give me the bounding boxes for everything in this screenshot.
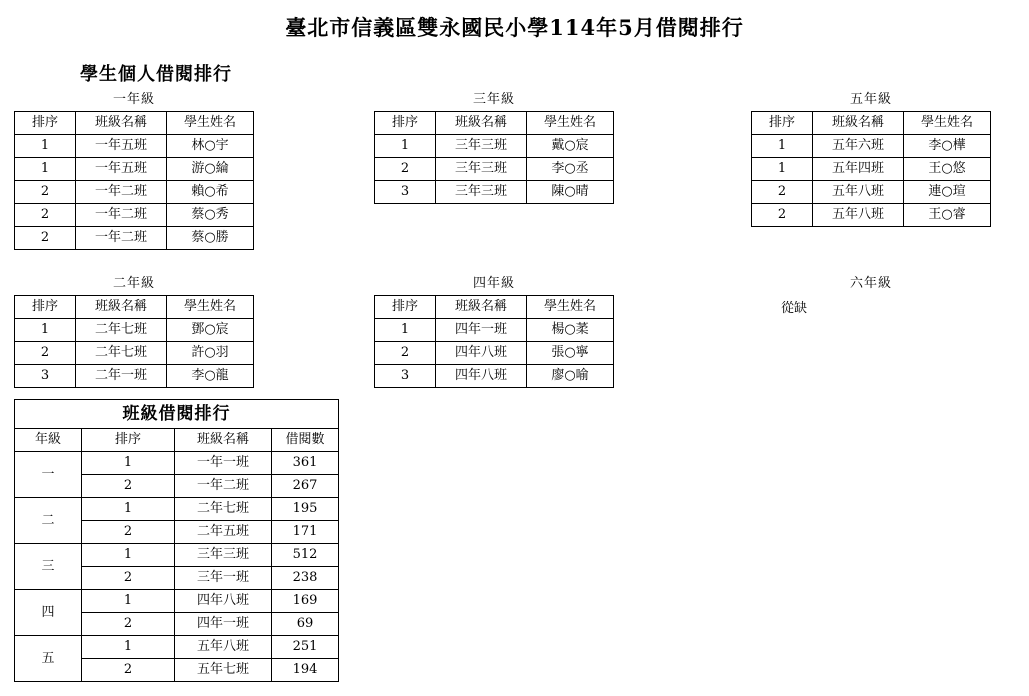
student-table-grade-4 xyxy=(374,272,614,388)
cell-class: 二年七班 xyxy=(76,342,167,365)
header-rank: 排序 xyxy=(15,296,76,319)
cell-rank: 1 xyxy=(752,135,813,158)
cell-rank: 2 xyxy=(82,521,175,544)
cell-student: 林○宇 xyxy=(167,135,254,158)
cell-rank: 2 xyxy=(15,227,76,250)
student-ranking-table xyxy=(14,295,254,388)
cell-student: 戴○宸 xyxy=(527,135,614,158)
cell-rank: 2 xyxy=(82,659,175,682)
cell-grade: 五 xyxy=(15,636,82,682)
table-row xyxy=(15,544,339,567)
cell-class: 五年六班 xyxy=(813,135,904,158)
cell-student: 賴○希 xyxy=(167,181,254,204)
cell-grade: 一 xyxy=(15,452,82,498)
class-ranking-title: 班級借閱排行 xyxy=(15,400,339,429)
student-ranking-table xyxy=(374,295,614,388)
table-row xyxy=(375,342,614,365)
cell-class: 一年二班 xyxy=(76,204,167,227)
student-table-grade-2 xyxy=(14,272,254,388)
grade-label: 五年級 xyxy=(849,92,892,107)
cell-class: 五年四班 xyxy=(813,158,904,181)
cell-rank: 2 xyxy=(82,567,175,590)
cell-grade: 二 xyxy=(15,498,82,544)
cell-count: 194 xyxy=(272,659,339,682)
cell-rank: 2 xyxy=(15,204,76,227)
grade-label: 六年級 xyxy=(849,276,892,291)
cell-rank: 2 xyxy=(375,158,436,181)
table-row xyxy=(752,181,991,204)
cell-student: 陳○晴 xyxy=(527,181,614,204)
table-row xyxy=(15,498,339,521)
table-row xyxy=(15,636,339,659)
cell-student: 蔡○勝 xyxy=(167,227,254,250)
header-class: 班級名稱 xyxy=(175,429,272,452)
cell-rank: 1 xyxy=(82,590,175,613)
cell-student: 李○龍 xyxy=(167,365,254,388)
header-rank: 排序 xyxy=(15,112,76,135)
cell-count: 171 xyxy=(272,521,339,544)
grade-label: 二年級 xyxy=(112,276,155,291)
cell-class: 四年一班 xyxy=(436,319,527,342)
cell-class: 二年五班 xyxy=(175,521,272,544)
cell-class: 二年一班 xyxy=(76,365,167,388)
cell-class: 五年八班 xyxy=(813,181,904,204)
cell-student: 王○睿 xyxy=(904,204,991,227)
table-row xyxy=(375,135,614,158)
cell-student: 廖○喻 xyxy=(527,365,614,388)
cell-class: 四年八班 xyxy=(436,365,527,388)
cell-class: 二年七班 xyxy=(175,498,272,521)
cell-class: 三年三班 xyxy=(436,181,527,204)
cell-count: 169 xyxy=(272,590,339,613)
table-header-row xyxy=(15,296,254,319)
cell-class: 一年五班 xyxy=(76,158,167,181)
table-row xyxy=(15,590,339,613)
grade-label: 一年級 xyxy=(112,92,155,107)
table-title-row xyxy=(15,400,339,429)
header-student: 學生姓名 xyxy=(527,112,614,135)
table-row xyxy=(15,181,254,204)
cell-rank: 1 xyxy=(752,158,813,181)
table-row xyxy=(15,452,339,475)
cell-rank: 3 xyxy=(375,181,436,204)
cell-rank: 2 xyxy=(82,613,175,636)
table-row xyxy=(15,365,254,388)
cell-rank: 3 xyxy=(15,365,76,388)
page-title: 臺北市信義區雙永國民小學114年5月借閱排行 xyxy=(285,15,744,40)
cell-student: 鄧○宸 xyxy=(167,319,254,342)
cell-count: 238 xyxy=(272,567,339,590)
grade-label: 四年級 xyxy=(472,276,515,291)
cell-class: 三年三班 xyxy=(436,135,527,158)
cell-student: 游○綸 xyxy=(167,158,254,181)
cell-student: 連○瑄 xyxy=(904,181,991,204)
table-row xyxy=(15,227,254,250)
cell-class: 一年二班 xyxy=(175,475,272,498)
header-student: 學生姓名 xyxy=(167,112,254,135)
table-row xyxy=(375,181,614,204)
cell-count: 512 xyxy=(272,544,339,567)
header-student: 學生姓名 xyxy=(167,296,254,319)
missing-note: 從缺 xyxy=(781,301,808,316)
cell-count: 251 xyxy=(272,636,339,659)
cell-rank: 2 xyxy=(375,342,436,365)
cell-rank: 1 xyxy=(82,452,175,475)
cell-class: 三年三班 xyxy=(175,544,272,567)
cell-student: 許○羽 xyxy=(167,342,254,365)
table-row xyxy=(752,135,991,158)
header-class: 班級名稱 xyxy=(76,112,167,135)
cell-rank: 2 xyxy=(15,181,76,204)
table-header-row xyxy=(752,112,991,135)
cell-rank: 2 xyxy=(15,342,76,365)
header-rank: 排序 xyxy=(752,112,813,135)
cell-student: 王○悠 xyxy=(904,158,991,181)
cell-rank: 2 xyxy=(752,181,813,204)
table-header-row xyxy=(15,429,339,452)
cell-class: 五年八班 xyxy=(813,204,904,227)
cell-class: 一年二班 xyxy=(76,181,167,204)
cell-class: 一年二班 xyxy=(76,227,167,250)
table-row xyxy=(752,204,991,227)
table-row xyxy=(15,135,254,158)
cell-rank: 1 xyxy=(15,319,76,342)
table-row xyxy=(15,319,254,342)
student-ranking-table xyxy=(14,111,254,250)
cell-rank: 3 xyxy=(375,365,436,388)
class-ranking-table xyxy=(14,399,339,682)
header-rank: 排序 xyxy=(82,429,175,452)
cell-rank: 1 xyxy=(82,544,175,567)
student-ranking-table xyxy=(751,111,991,227)
table-header-row xyxy=(375,296,614,319)
cell-rank: 2 xyxy=(82,475,175,498)
header-class: 班級名稱 xyxy=(813,112,904,135)
table-row xyxy=(375,319,614,342)
cell-student: 楊○葇 xyxy=(527,319,614,342)
student-ranking-table xyxy=(374,111,614,204)
cell-count: 69 xyxy=(272,613,339,636)
cell-class: 四年八班 xyxy=(436,342,527,365)
table-row xyxy=(375,158,614,181)
cell-rank: 1 xyxy=(375,319,436,342)
cell-count: 361 xyxy=(272,452,339,475)
header-rank: 排序 xyxy=(375,296,436,319)
cell-class: 三年三班 xyxy=(436,158,527,181)
student-table-grade-3 xyxy=(374,88,614,204)
header-count: 借閱數 xyxy=(272,429,339,452)
cell-class: 二年七班 xyxy=(76,319,167,342)
cell-class: 五年七班 xyxy=(175,659,272,682)
cell-student: 張○寧 xyxy=(527,342,614,365)
table-row xyxy=(752,158,991,181)
cell-rank: 1 xyxy=(82,636,175,659)
cell-rank: 1 xyxy=(15,135,76,158)
cell-rank: 2 xyxy=(752,204,813,227)
cell-count: 195 xyxy=(272,498,339,521)
cell-class: 一年一班 xyxy=(175,452,272,475)
header-student: 學生姓名 xyxy=(904,112,991,135)
cell-grade: 四 xyxy=(15,590,82,636)
table-row xyxy=(15,158,254,181)
table-row xyxy=(15,342,254,365)
class-ranking-block xyxy=(14,399,339,682)
student-table-grade-6 xyxy=(751,272,991,316)
cell-class: 五年八班 xyxy=(175,636,272,659)
header-student: 學生姓名 xyxy=(527,296,614,319)
cell-student: 李○丞 xyxy=(527,158,614,181)
cell-student: 蔡○秀 xyxy=(167,204,254,227)
cell-count: 267 xyxy=(272,475,339,498)
header-rank: 排序 xyxy=(375,112,436,135)
cell-class: 三年一班 xyxy=(175,567,272,590)
student-table-grade-1 xyxy=(14,88,254,250)
header-class: 班級名稱 xyxy=(436,296,527,319)
cell-rank: 1 xyxy=(15,158,76,181)
cell-student: 李○樺 xyxy=(904,135,991,158)
header-class: 班級名稱 xyxy=(436,112,527,135)
student-table-grade-5 xyxy=(751,88,991,227)
table-row xyxy=(375,365,614,388)
table-header-row xyxy=(375,112,614,135)
cell-class: 四年一班 xyxy=(175,613,272,636)
table-header-row xyxy=(15,112,254,135)
cell-rank: 1 xyxy=(375,135,436,158)
header-grade: 年級 xyxy=(15,429,82,452)
cell-grade: 三 xyxy=(15,544,82,590)
cell-class: 四年八班 xyxy=(175,590,272,613)
table-row xyxy=(15,204,254,227)
header-class: 班級名稱 xyxy=(76,296,167,319)
grade-label: 三年級 xyxy=(472,92,515,107)
student-section-heading: 學生個人借閱排行 xyxy=(80,64,232,85)
cell-rank: 1 xyxy=(82,498,175,521)
cell-class: 一年五班 xyxy=(76,135,167,158)
